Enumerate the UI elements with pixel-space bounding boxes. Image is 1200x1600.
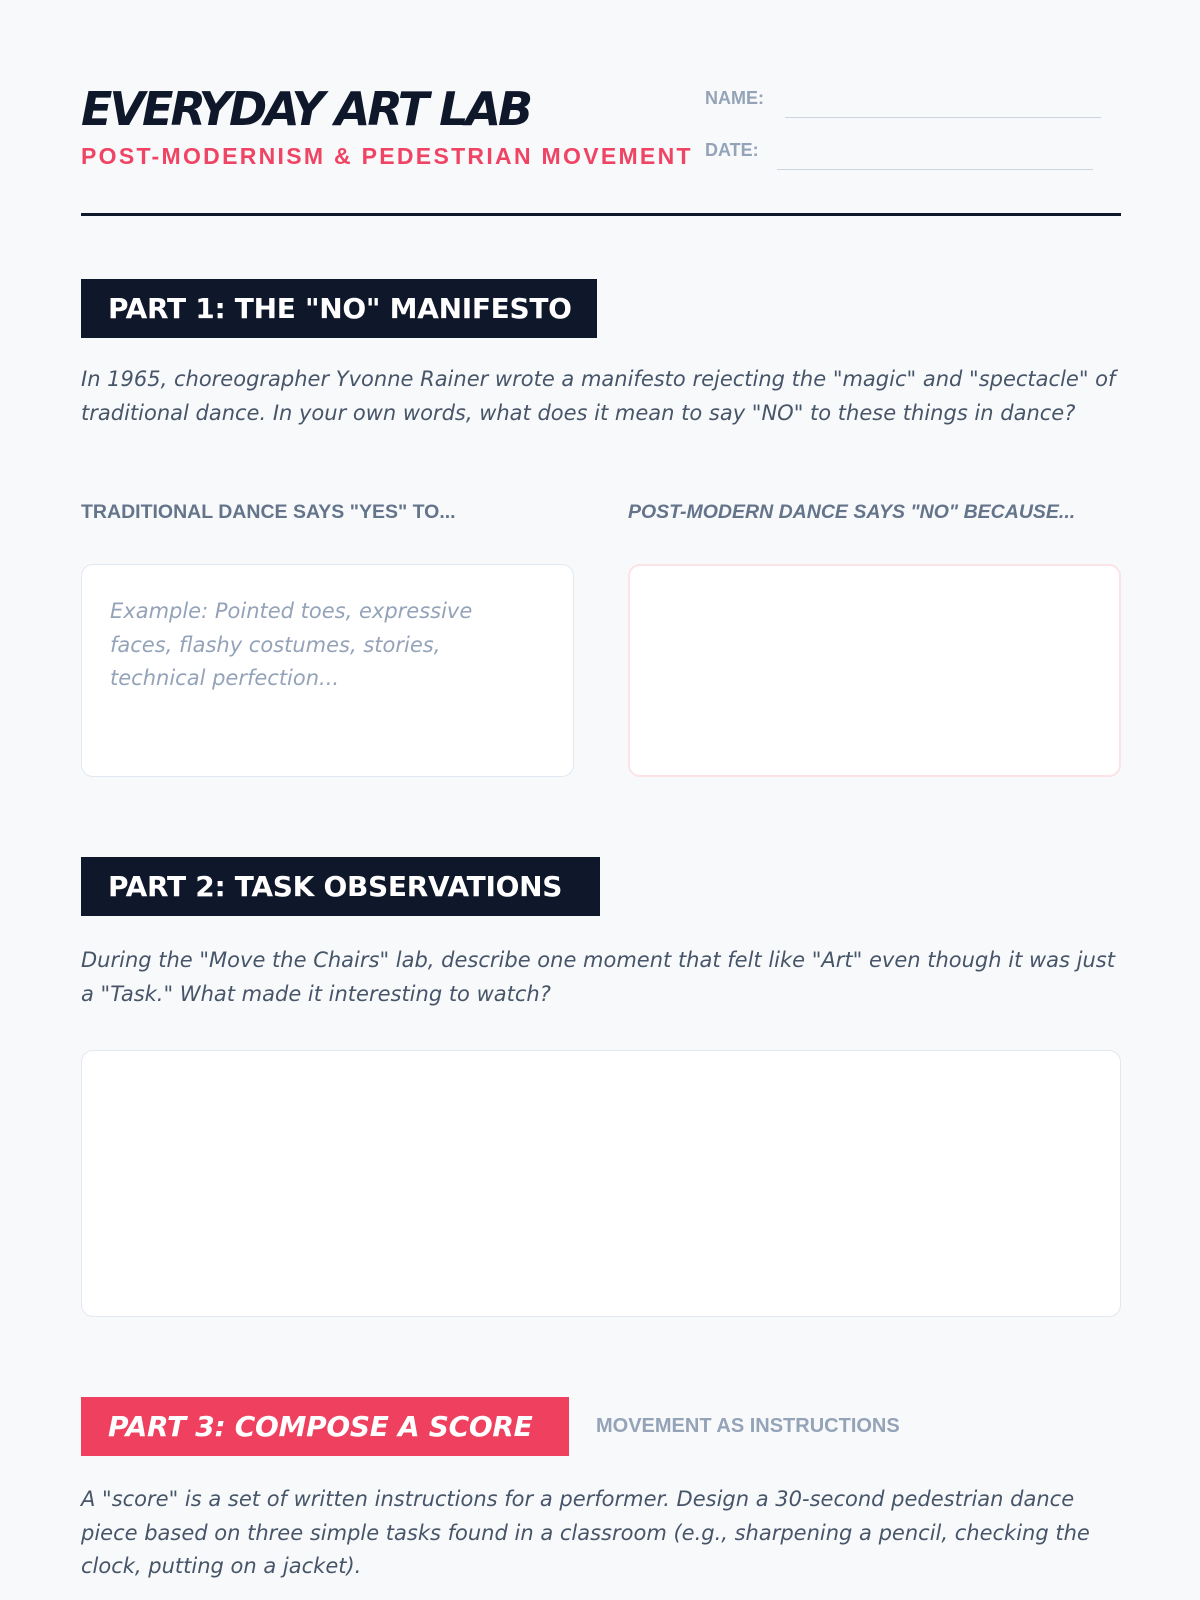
header-divider	[81, 213, 1121, 216]
worksheet-page	[81, 0, 1121, 1600]
part2-prompt: During the "Move the Chairs" lab, describe one moment that felt like "Art" even though it was just a "Task." What made it interesting to watch?	[81, 948, 1115, 1006]
traditional-answer-box[interactable]	[81, 564, 574, 777]
postmodern-answer-box[interactable]	[628, 564, 1121, 777]
task-observation-answer-box[interactable]	[81, 1050, 1121, 1317]
worksheet-title: EVERYDAY ART LAB	[81, 82, 531, 136]
part1-heading: PART 1: THE "NO" MANIFESTO	[81, 279, 597, 338]
name-label: NAME:	[705, 88, 764, 108]
part3-prompt: A "score" is a set of written instructions for a performer. Design a 30-second pedestrian dance piece based on three simple tasks found in a classroom (e.g., sharpening a pencil, checking the clock, putting on a jacket).	[81, 1487, 1090, 1578]
traditional-placeholder: Example: Pointed toes, expressive faces, flashy costumes, stories, technical perfection...	[110, 599, 473, 690]
part3-heading: PART 3: COMPOSE A SCORE	[81, 1397, 569, 1456]
name-field-line[interactable]	[785, 117, 1101, 118]
date-label: DATE:	[705, 140, 759, 160]
postmodern-column-label: POST-MODERN DANCE SAYS "NO" BECAUSE...	[628, 501, 1076, 523]
date-field-line[interactable]	[777, 169, 1093, 170]
part1-prompt: In 1965, choreographer Yvonne Rainer wrote a manifesto rejecting the "magic" and "spectacle" of traditional dance. In your own words, what does it mean to say "NO" to these things in dance?	[81, 367, 1116, 425]
traditional-column-label: TRADITIONAL DANCE SAYS "YES" TO...	[81, 501, 456, 523]
worksheet-subtitle: POST-MODERNISM & PEDESTRIAN MOVEMENT	[81, 143, 693, 169]
part2-heading: PART 2: TASK OBSERVATIONS	[81, 857, 600, 916]
part3-aside: MOVEMENT AS INSTRUCTIONS	[596, 1415, 900, 1437]
